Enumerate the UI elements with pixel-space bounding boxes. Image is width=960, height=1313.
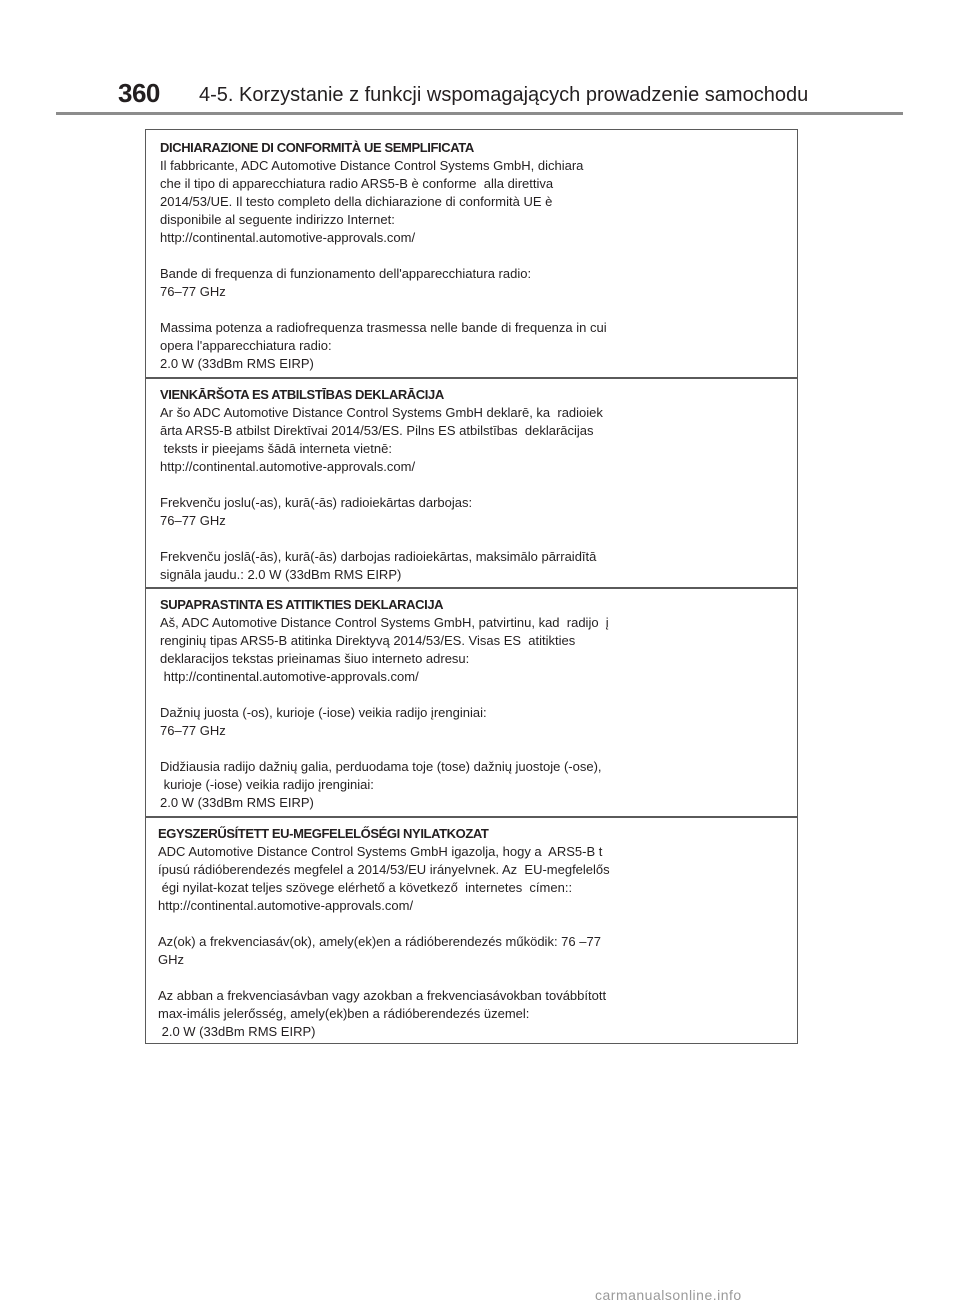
declaration-section-latvian <box>146 386 797 584</box>
text-line: 2.0 W (33dBm RMS EIRP) <box>158 1024 316 1039</box>
text-line: Didžiausia radijo dažnių galia, perduodama toje (tose) dažnių juostoje (-ose), <box>160 759 602 774</box>
text-line: ārta ARS5-B atbilst Direktīvai 2014/53/ES. Pilns ES atbilstības deklarācijas <box>160 423 594 438</box>
text-line: Bande di frequenza di funzionamento dell'apparecchiatura radio: <box>160 266 532 281</box>
text-line: 2.0 W (33dBm RMS EIRP) <box>160 356 314 371</box>
page-header <box>0 0 960 120</box>
text-line: teksts ir pieejams šādā interneta vietnē: <box>160 441 392 456</box>
text-line: http://continental.automotive-approvals.com/ <box>160 669 419 684</box>
text-line: signāla jaudu.: 2.0 W (33dBm RMS EIRP) <box>160 567 402 582</box>
text-line: Frekvenču joslu(-as), kurā(-ās) radioiekārtas darbojas: <box>160 495 473 510</box>
section-title: EGYSZERŰSÍTETT EU-MEGFELELŐSÉGI NYILATKOZAT <box>158 826 489 841</box>
section-title: DICHIARAZIONE DI CONFORMITÀ UE SEMPLIFICATA <box>160 140 474 155</box>
text-line: http://continental.automotive-approvals.com/ <box>158 898 414 913</box>
text-line: Az(ok) a frekvenciasáv(ok), amely(ek)en a rádióberendezés működik: 76 –77 <box>158 934 601 949</box>
section-title: VIENKĀRŠOTA ES ATBILSTĪBAS DEKLARĀCIJA <box>160 387 444 402</box>
text-line: 76–77 GHz <box>160 723 226 738</box>
text-line: Il fabbricante, ADC Automotive Distance Control Systems GmbH, dichiara <box>160 158 584 173</box>
watermark: carmanualsonline.info <box>595 1287 742 1303</box>
text-line: kurioje (-iose) veikia radijo įrenginiai: <box>160 777 374 792</box>
text-line: deklaracijos tekstas prieinamas šiuo interneto adresu: <box>160 651 470 666</box>
paragraph-gap <box>158 969 797 987</box>
text-line: http://continental.automotive-approvals.com/ <box>160 230 416 245</box>
header-rule <box>56 112 903 115</box>
text-line: 76–77 GHz <box>160 284 226 299</box>
paragraph-gap <box>160 686 797 704</box>
text-line: Frekvenču joslā(-ās), kurā(-ās) darbojas radioiekārtas, maksimālo pārraidītā <box>160 549 597 564</box>
text-line: renginių tipas ARS5-B atitinka Direktyvą 2014/53/ES. Visas ES atitikties <box>160 633 576 648</box>
page-number: 360 <box>118 78 160 108</box>
text-line: ADC Automotive Distance Control Systems GmbH igazolja, hogy a ARS5-B t <box>158 844 603 859</box>
paragraph-gap <box>160 740 797 758</box>
paragraph-gap <box>160 301 797 319</box>
section-divider <box>146 377 797 379</box>
text-line: http://continental.automotive-approvals.com/ <box>160 459 416 474</box>
text-line: 2014/53/UE. Il testo completo della dichiarazione di conformità UE è <box>160 194 553 209</box>
text-line: Dažnių juosta (-os), kurioje (-iose) veikia radijo įrenginiai: <box>160 705 487 720</box>
paragraph-gap <box>160 247 797 265</box>
declaration-section-hungarian <box>146 825 797 1041</box>
chapter-title: 4-5. Korzystanie z funkcji wspomagających prowadzenie samochodu <box>199 84 809 106</box>
text-line: égi nyilat-kozat teljes szövege elérhető a következő internetes címen:: <box>158 880 573 895</box>
text-line: Massima potenza a radiofrequenza trasmessa nelle bande di frequenza in cui <box>160 320 607 335</box>
paragraph-gap <box>160 476 797 494</box>
paragraph-gap <box>158 915 797 933</box>
text-line: Ar šo ADC Automotive Distance Control Systems GmbH deklarē, ka radioiek <box>160 405 603 420</box>
text-line: Az abban a frekvenciasávban vagy azokban a frekvenciasávokban továbbított <box>158 988 607 1003</box>
section-divider <box>146 587 797 589</box>
text-line: che il tipo di apparecchiatura radio ARS5-B è conforme alla direttiva <box>160 176 554 191</box>
declaration-section-lithuanian <box>146 596 797 812</box>
declaration-section-italian <box>146 139 797 373</box>
text-line: ípusú rádióberendezés megfelel a 2014/53/EU irányelvnek. Az EU-megfelelős <box>158 862 610 877</box>
text-line: max-imális jelerősség, amely(ek)ben a rádióberendezés üzemel: <box>158 1006 530 1021</box>
section-title: SUPAPRASTINTA ES ATITIKTIES DEKLARACIJA <box>160 597 444 612</box>
declarations-box <box>145 129 798 1044</box>
text-line: Aš, ADC Automotive Distance Control Systems GmbH, patvirtinu, kad radijo į <box>160 615 609 630</box>
text-line: disponibile al seguente indirizzo Internet: <box>160 212 395 227</box>
text-line: 2.0 W (33dBm RMS EIRP) <box>160 795 314 810</box>
text-line: 76–77 GHz <box>160 513 226 528</box>
text-line: GHz <box>158 952 184 967</box>
section-divider <box>146 816 797 818</box>
text-line: opera l'apparecchiatura radio: <box>160 338 332 353</box>
paragraph-gap <box>160 530 797 548</box>
